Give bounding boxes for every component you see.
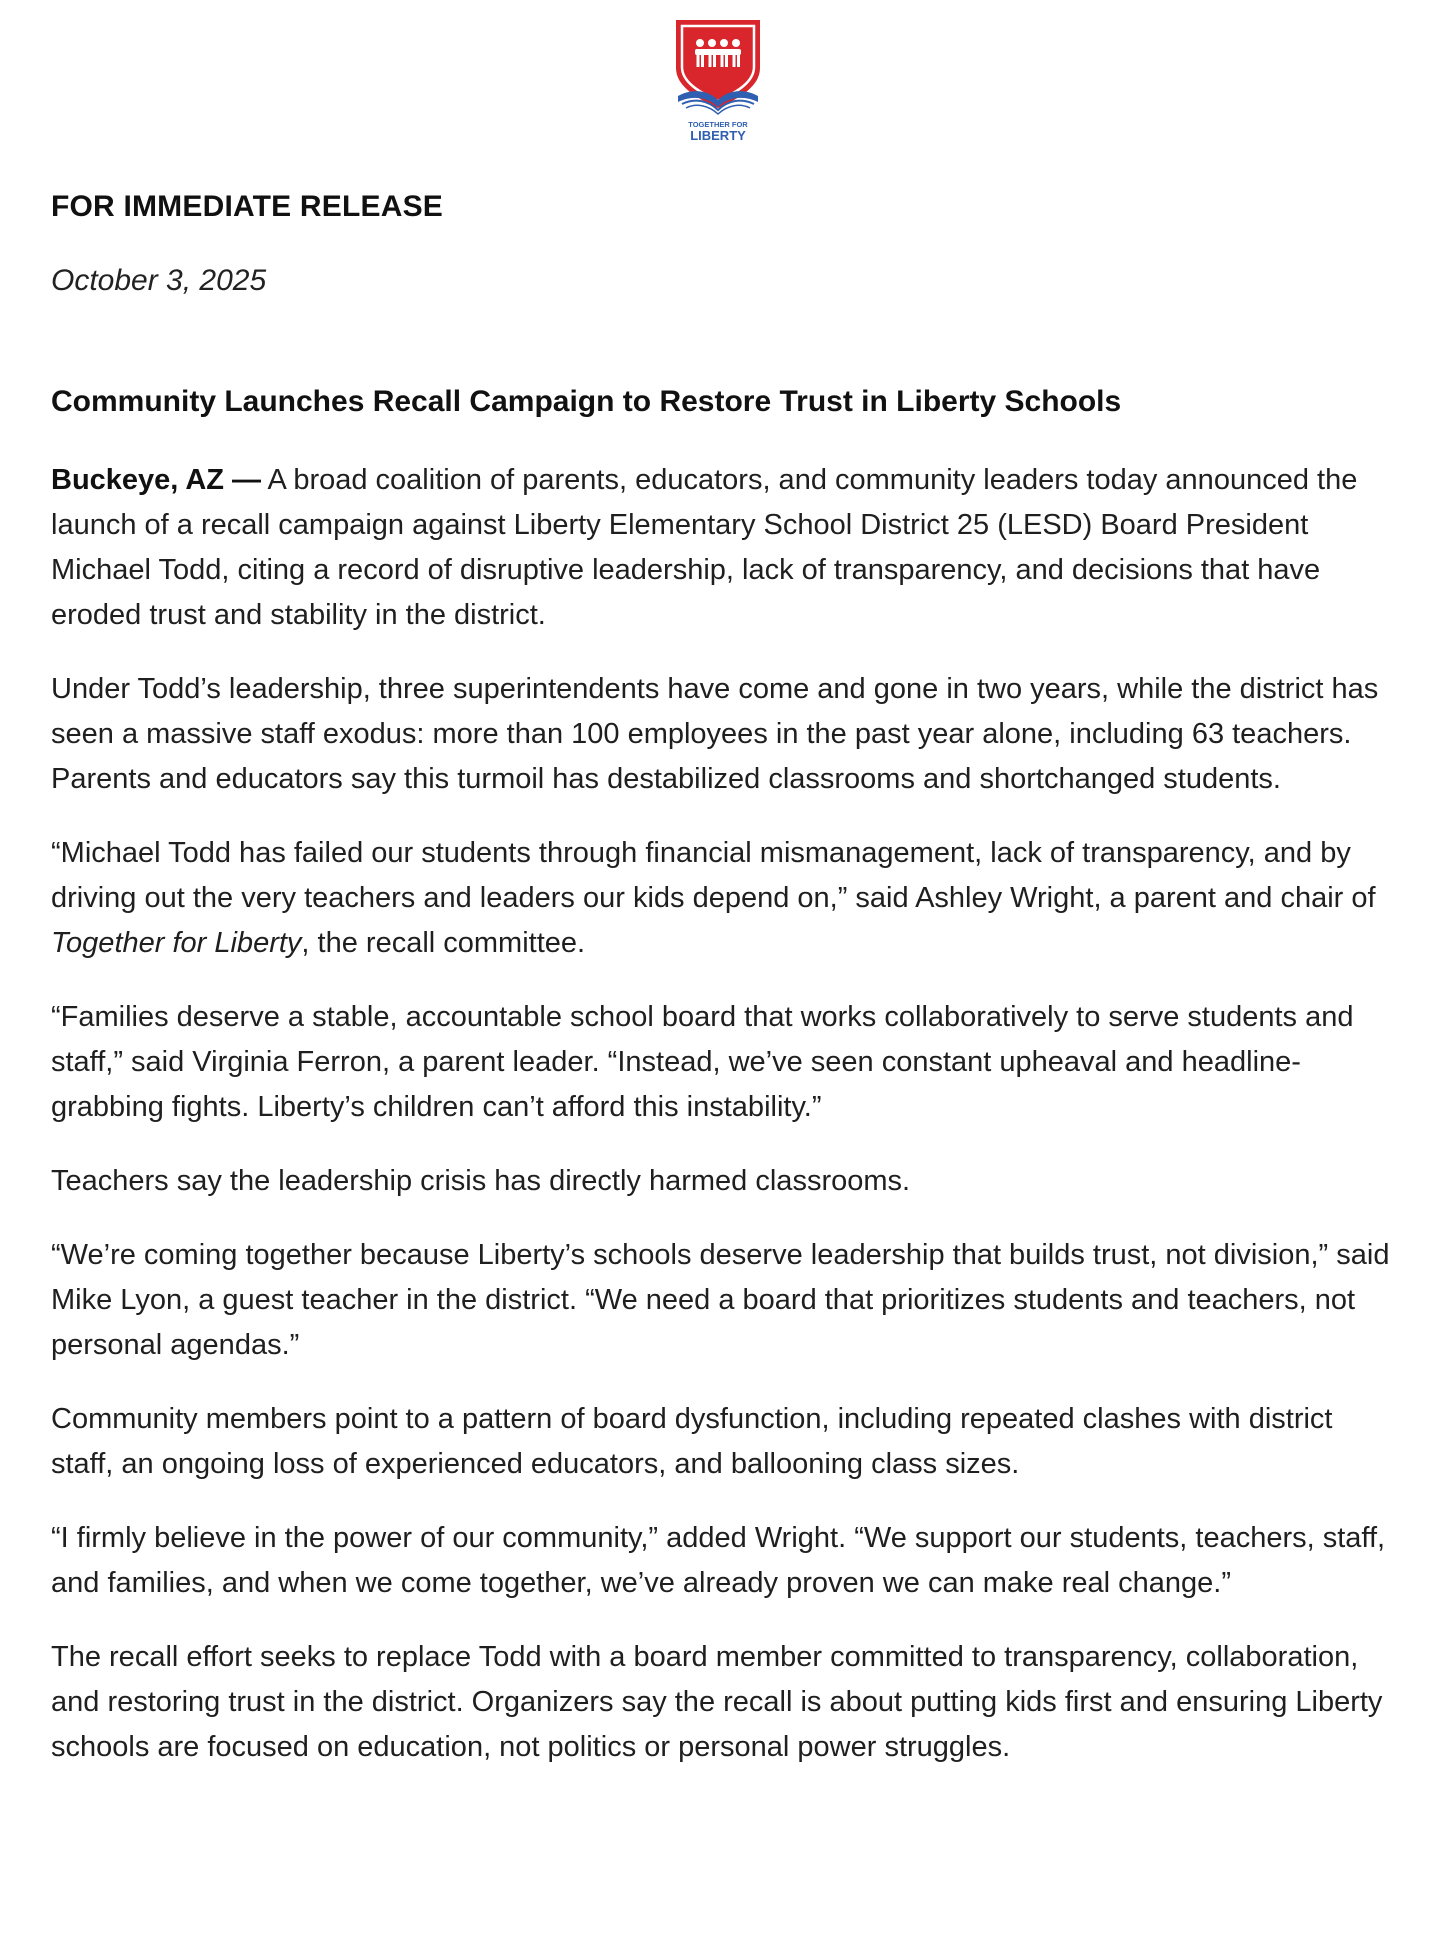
together-for-liberty-logo xyxy=(670,16,766,146)
dateline: Buckeye, AZ — xyxy=(51,464,262,496)
paragraph-6: “We’re coming together because Liberty’s schools deserve leadership that builds trust, not division,” said Mike Lyon, a guest teacher in the district. “We need a board that prioritizes students and teachers, not personal agendas.” xyxy=(51,1239,1390,1361)
release-label: FOR IMMEDIATE RELEASE xyxy=(51,190,443,223)
paragraph-1 xyxy=(51,458,1391,638)
committee-name: Together for Liberty xyxy=(51,927,302,959)
headline: Community Launches Recall Campaign to Restore Trust in Liberty Schools xyxy=(51,385,1122,418)
release-date: October 3, 2025 xyxy=(51,264,267,297)
logo-text-line2: LIBERTY xyxy=(690,128,746,143)
paragraph-3-text-before: “Michael Todd has failed our students through financial mismanagement, lack of transparency, and by driving out the very teachers and leaders our kids depend on,” said Ashley Wright, a parent and chair of xyxy=(51,837,1376,914)
release-body xyxy=(51,458,1391,1799)
paragraph-4: “Families deserve a stable, accountable school board that works collaboratively to serve students and staff,” said Virginia Ferron, a parent leader. “Instead, we’ve seen constant upheaval and headline-grabbing fights. Liberty’s children can’t afford this instability.” xyxy=(51,1001,1354,1123)
paragraph-8: “I firmly believe in the power of our community,” added Wright. “We support our students, teachers, staff, and families, and when we come together, we’ve already proven we can make real change.” xyxy=(51,1522,1386,1599)
paragraph-3-text-after: , the recall committee. xyxy=(301,927,586,959)
paragraph-9: The recall effort seeks to replace Todd with a board member committed to transparency, collaboration, and restoring trust in the district. Organizers say the recall is about putting kids first and ensuring Liberty schools are focused on education, not politics or personal power struggles. xyxy=(51,1641,1383,1763)
paragraph-5: Teachers say the leadership crisis has directly harmed classrooms. xyxy=(51,1165,911,1197)
paragraph-2: Under Todd’s leadership, three superintendents have come and gone in two years, while the district has seen a massive staff exodus: more than 100 employees in the past year alone, including 63 teachers. Parents and educators say this turmoil has destabilized classrooms and shortchanged students. xyxy=(51,673,1379,795)
paragraph-1-text: A broad coalition of parents, educators, and community leaders today announced the launch of a recall campaign against Liberty Elementary School District 25 (LESD) Board President Michael Todd, citing a record of disruptive leadership, lack of transparency, and decisions that have eroded trust and stability in the district. xyxy=(51,464,1358,631)
logo-text-line1: TOGETHER FOR xyxy=(688,120,748,129)
paragraph-3 xyxy=(51,831,1391,966)
paragraph-7: Community members point to a pattern of board dysfunction, including repeated clashes with district staff, an ongoing loss of experienced educators, and ballooning class sizes. xyxy=(51,1403,1333,1480)
